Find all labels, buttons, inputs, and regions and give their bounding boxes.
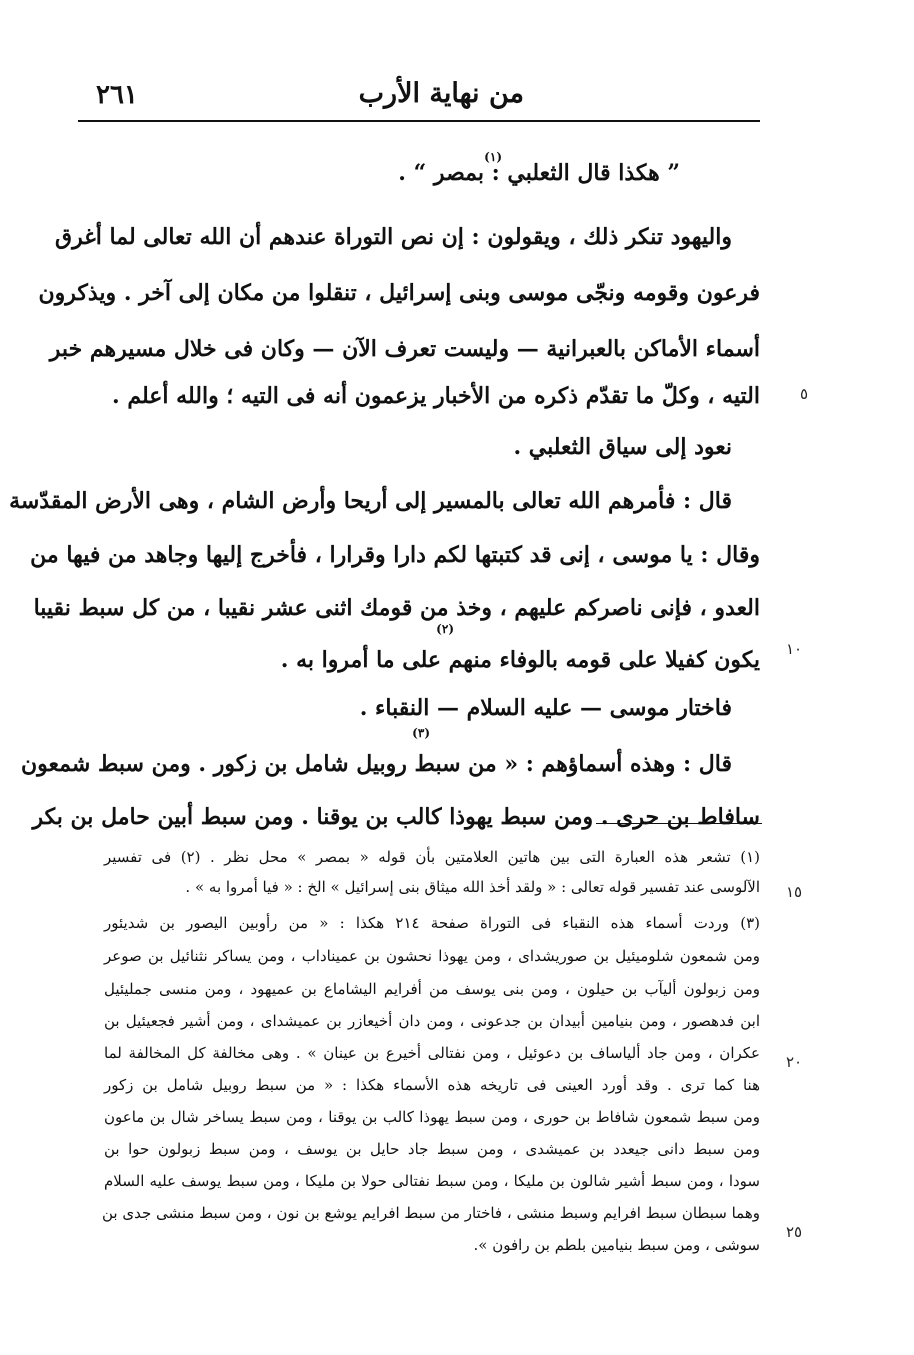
body-line-11: فاختار موسى — عليه السلام — النقباء . bbox=[359, 695, 732, 721]
footnote-line-2: الآلوسى عند تفسير قوله تعالى : « ولقد أخذ الله ميثاق بنى إسرائيل » الخ : « فيا أمروا به » . bbox=[185, 878, 760, 896]
body-line-2: واليهود تنكر ذلك ، ويقولون : إن نص التوراة عندهم أن الله تعالى لما أغرق bbox=[55, 224, 732, 250]
running-header bbox=[78, 72, 760, 122]
line-number-20: ٢٠ bbox=[786, 1053, 803, 1071]
footnote-line-1: (١) تشعر هذه العبارة التى بين هاتين العلامتين بأن قوله « بمصر » محل نظر . (٢) فى تفسير bbox=[104, 848, 760, 866]
footnote-line-6: ابن فدهصور ، ومن بنيامين أبيدان بن جدعونى ، ومن دان أخيعازر بن عميشداى ، ومن أشير فجعيئيل بن bbox=[104, 1012, 760, 1030]
page-number: ٢٦١ bbox=[96, 80, 138, 110]
footnote-ref-3: (٣) bbox=[412, 726, 430, 740]
header-rule bbox=[78, 120, 760, 122]
footnote-line-7: عكران ، ومن جاد ألياساف بن دعوئيل ، ومن نفتالى أخيرع بن عينان » . وهى مخالفة كل المخالفة لما bbox=[104, 1044, 760, 1062]
footnote-line-13: سوشى ، ومن سبط بنيامين بلطم بن رافون ». bbox=[473, 1236, 760, 1254]
body-line-5: التيه ، وكلّ ما تقدّم ذكره من الأخبار يزعمون أنه فى التيه ؛ والله أعلم . bbox=[112, 383, 760, 409]
footnote-line-9: ومن سبط شمعون شافاط بن حورى ، ومن سبط يهوذا كالب بن يوقنا ، ومن سبط يساخر شال بن ماعون bbox=[104, 1108, 761, 1126]
body-line-4: أسماء الأماكن بالعبرانية — وليست تعرف الآن — وكان فى خلال مسيرهم خبر bbox=[49, 336, 760, 362]
body-line-3: فرعون وقومه ونجّى موسى وبنى إسرائيل ، تنقلوا من مكان إلى آخر . ويذكرون bbox=[38, 280, 760, 306]
footnote-line-12: وهما سبطان سبط افرايم وسبط منشى ، فاختار من سبط افرايم يوشع بن نون ، ومن سبط منشى جدى بن bbox=[102, 1204, 760, 1222]
body-line-12: قال : وهذه أسماؤهم : « من سبط روبيل شامل بن زكور . ومن سبط شمعون bbox=[21, 751, 732, 777]
footnote-line-8: هنا كما ترى . وقد أورد العينى فى تاريخه هذه الأسماء هكذا : « من سبط روبيل شامل بن زكور bbox=[104, 1076, 760, 1094]
footnote-line-11: سودا ، ومن سبط أشير شالون بن مليكا ، ومن سبط نفتالى حولا بن مليكا ، ومن سبط يوسف عليه السلام bbox=[104, 1172, 760, 1190]
body-line-10: يكون كفيلا على قومه بالوفاء منهم على ما أمروا به . bbox=[280, 647, 760, 673]
line-number-15: ١٥ bbox=[786, 883, 803, 901]
footnote-ref-2: (٢) bbox=[436, 622, 454, 636]
line-number-10: ١٠ bbox=[786, 640, 803, 658]
footnote-rule bbox=[596, 823, 762, 824]
footnote-line-10: ومن سبط دانى جيعدد بن عميشدى ، ومن سبط جاد حايل بن يوسف ، ومن سبط زبولون حوا بن bbox=[104, 1140, 760, 1158]
body-line-7: قال : فأمرهم الله تعالى بالمسير إلى أريحا وأرض الشام ، وهى الأرض المقدّسة bbox=[9, 488, 732, 514]
footnote-line-4: ومن شمعون شلوميئيل بن صوريشداى ، ومن يهوذا نحشون بن عميناداب ، ومن يساكر نثنائيل بن صوعر bbox=[104, 947, 760, 965]
body-line-1 bbox=[100, 158, 680, 188]
footnote-line-5: ومن زبولون أليآب بن حيلون ، ومن بنى يوسف من أفرايم اليشاماع بن عميهود ، ومن منسى جمليئيل bbox=[104, 980, 760, 998]
footnote-line-3: (٣) وردت أسماء هذه النقباء فى التوراة صفحة ٢١٤ هكذا : « من رأوبين اليصور بن شديئور bbox=[104, 914, 760, 932]
line-number-5: ٥ bbox=[800, 385, 809, 403]
footnote-ref-1: (١) bbox=[484, 150, 502, 164]
line-number-25: ٢٥ bbox=[786, 1223, 803, 1241]
body-line-1-text: ” هكذا قال الثعلبي : بمصر “ . bbox=[398, 160, 680, 186]
body-line-6: نعود إلى سياق الثعلبي . bbox=[513, 434, 732, 460]
body-line-8: وقال : يا موسى ، إنى قد كتبتها لكم دارا وقرارا ، فأخرج إليها وجاهد من فيها من bbox=[30, 542, 760, 568]
running-title: من نهاية الأرب bbox=[358, 78, 524, 109]
body-line-9: العدو ، فإنى ناصركم عليهم ، وخذ من قومك اثنى عشر نقيبا ، من كل سبط نقيبا bbox=[33, 595, 760, 621]
body-line-13: سافاط بن حرى . ومن سبط يهوذا كالب بن يوقنا . ومن سبط أبين حامل بن بكر bbox=[32, 804, 760, 830]
